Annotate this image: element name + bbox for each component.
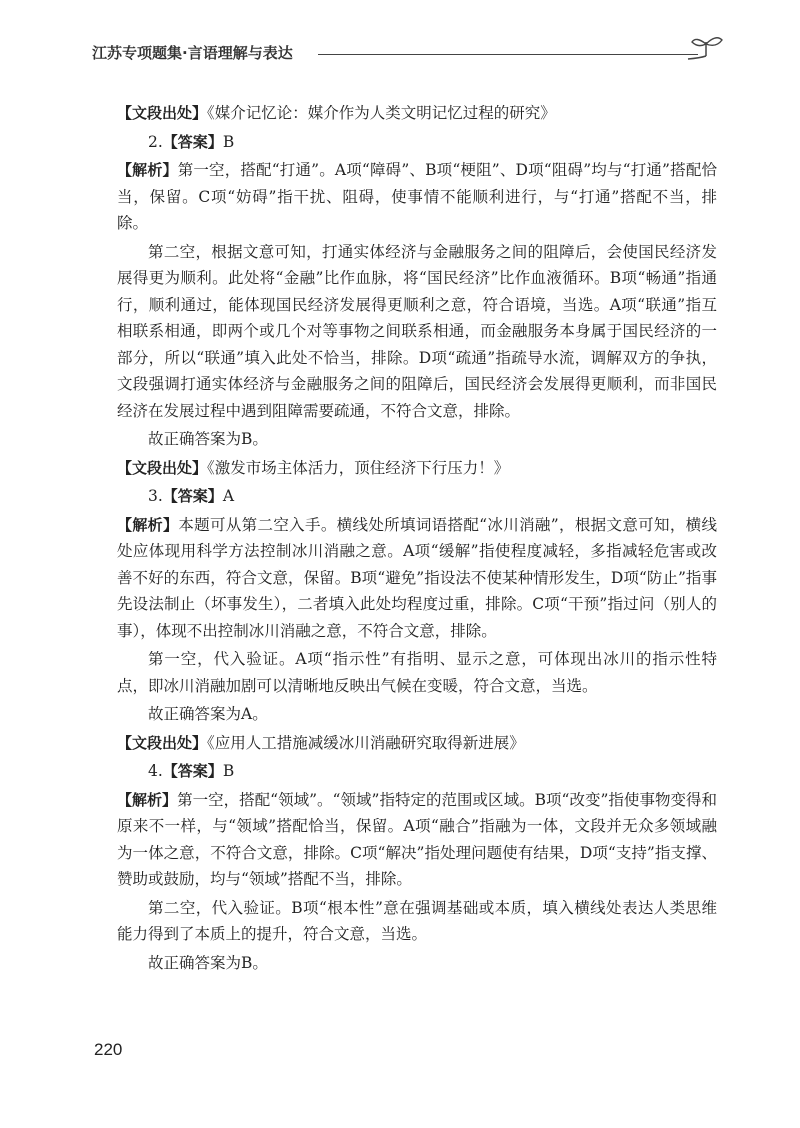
question-number: 3. (148, 487, 163, 505)
answer-letter: B (222, 762, 235, 780)
analysis-tag: 【解析】 (117, 790, 178, 809)
analysis-paragraph (117, 157, 717, 237)
page-number: 220 (94, 1040, 123, 1059)
answer-paragraph (117, 129, 717, 156)
source-tag: 【文段出处】 (117, 733, 208, 752)
header-title: 江苏专项题集·言语理解与表达 (92, 44, 293, 62)
source-paragraph (117, 455, 717, 482)
analysis-text: 本题可从第二空入手。横线处所填词语搭配“冰川消融”，根据文意可知，横线处应体现用科学方法控制冰川消融之意。A项“缓解”指使程度减轻，多指减轻危害或改善不好的东西，符合文意，保留。B项“避免”指设法不使某种情形发生，D项“防止”指事先设法制止（坏事发生），二者填入此处均程度过重，排除。C项“干预”指过问（别人的事），体现不出控制冰川消融之意，不符合文意，排除。 (117, 515, 717, 640)
answer-tag: 【答案】 (162, 762, 223, 780)
answer-paragraph (117, 758, 717, 785)
sprout-icon (686, 34, 726, 68)
source-tag: 【文段出处】 (117, 458, 208, 477)
analysis-tag: 【解析】 (117, 161, 178, 179)
source-tag: 【文段出处】 (117, 104, 208, 122)
body-paragraph: 第二空，代入验证。B项“根本性”意在强调基础或本质，填入横线处表达人类思维能力得到了本质上的提升，符合文意，当选。 (117, 898, 717, 943)
answer-letter: A (222, 487, 235, 505)
body-paragraph: 第二空，根据文意可知，打通实体经济与金融服务之间的阻障后，会使国民经济发展得更为顺利。此处将“金融”比作血脉，将“国民经济”比作血液循环。B项“畅通”指通行，顺利通过，能体现国民经济发展得更顺利之意，符合语境，当选。A项“联通”指互相联系相通，即两个或几个对等事物之间联系相通，而金融服务本身属于国民经济的一部分，所以“联通”填入此处不恰当，排除。D项“疏通”指疏导水流，调解双方的争执，文段强调打通实体经济与金融服务之间的阻障后，国民经济会发展得更顺利，而非国民经济在发展过程中遇到阻障需要疏通，不符合文意，排除。 (117, 242, 717, 420)
answer-tag: 【答案】 (162, 487, 223, 505)
header-rule (318, 54, 698, 55)
analysis-text: 第一空，搭配“打通”。A项“障碍”、B项“梗阻”、D项“阻碍”均与“打通”搭配恰当，保留。C项“妨碍”指干扰、阻碍，使事情不能顺利进行，与“打通”搭配不当，排除。 (117, 161, 717, 232)
answer-explanation-body (117, 100, 717, 978)
source-text: 《激发市场主体活力，顶住经济下行压力！》 (207, 458, 510, 477)
question-number: 2. (148, 132, 163, 151)
conclusion-paragraph: 故正确答案为A。 (148, 705, 268, 723)
running-header (92, 30, 722, 70)
answer-tag: 【答案】 (162, 132, 223, 151)
answer-paragraph (117, 483, 717, 510)
analysis-paragraph (117, 512, 717, 645)
analysis-text: 第一空，搭配“领域”。“领域”指特定的范围或区域。B项“改变”指使事物变得和原来不一样，与“领域”搭配恰当，保留。A项“融合”指融为一体，文段并无众多领域融为一体之意，不符合文意，排除。C项“解决”指处理问题使有结果，D项“支持”指支撑、赞助或鼓励，均与“领域”搭配不当，排除。 (117, 790, 717, 888)
analysis-tag: 【解析】 (117, 515, 179, 534)
question-number: 4. (148, 762, 163, 780)
analysis-paragraph (117, 787, 717, 893)
conclusion-paragraph: 故正确答案为B。 (148, 430, 268, 448)
source-paragraph (117, 730, 717, 757)
conclusion-paragraph: 故正确答案为B。 (148, 953, 268, 972)
answer-letter: B (222, 132, 235, 151)
source-paragraph (117, 100, 717, 127)
source-text: 《应用人工措施减缓冰川消融研究取得新进展》 (207, 733, 525, 752)
source-text: 《媒介记忆论：媒介作为人类文明记忆过程的研究》 (207, 104, 556, 122)
body-paragraph: 第一空，代入验证。A项“指示性”有指明、显示之意，可体现出冰川的指示性特点，即冰川消融加剧可以清晰地反映出气候在变暖，符合文意，当选。 (117, 650, 717, 695)
